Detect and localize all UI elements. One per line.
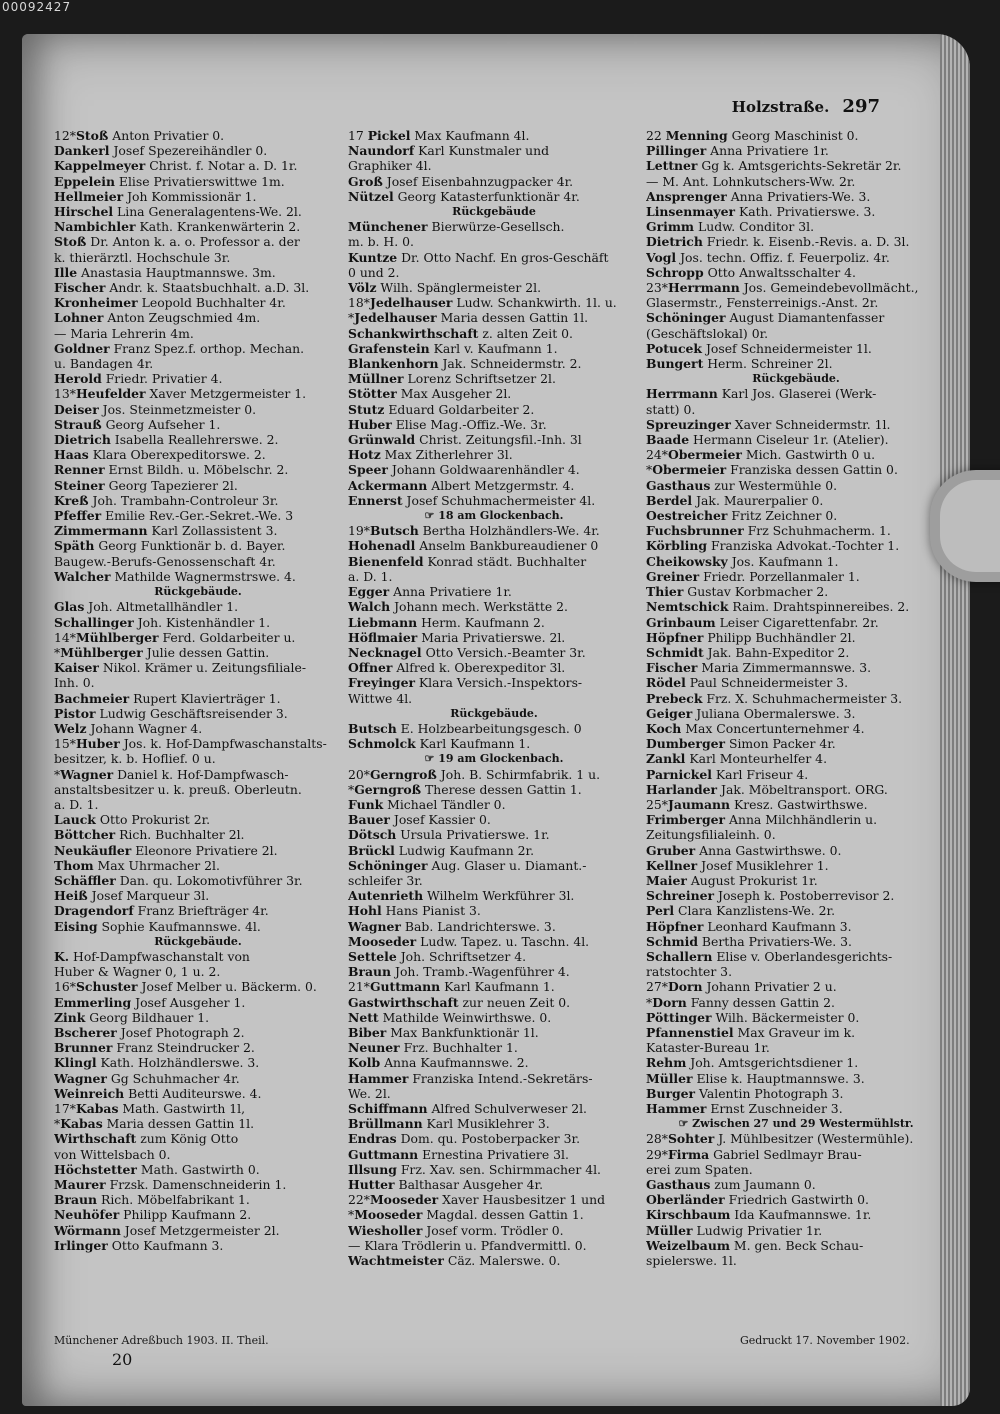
directory-entry: *Mooseder Magdal. dessen Gattin 1. [348,1207,584,1223]
directory-entry: 18*Jedelhauser Ludw. Schankwirth. 1l. u. [348,295,617,311]
directory-entry: Guttmann Ernestina Privatiere 3l. [348,1146,569,1162]
directory-entry: Hellmeier Joh Kommissionär 1. [54,188,257,204]
directory-entry: 20*Gerngroß Joh. B. Schirmfabrik. 1 u. [348,766,601,782]
directory-entry: u. Bandagen 4r. [54,356,154,372]
directory-entry: 17*Kabas Math. Gastwirth 1l, [54,1101,246,1116]
directory-entry: 12*Stoß Anton Privatier 0. [54,128,225,143]
directory-entry: Schmid Bertha Privatiers-We. 3. [646,933,853,949]
directory-entry: Neukäufler Eleonore Privatiere 2l. [54,842,278,858]
directory-entry: Baade Hermann Ciseleur 1r. (Atelier). [646,432,889,448]
footer-publication: Münchener Adreßbuch 1903. II. Theil. [54,1334,269,1347]
directory-entry: Linsenmayer Kath. Privatierswe. 3. [646,204,876,220]
directory-entry: Höflmaier Maria Privatierswe. 2l. [348,629,566,645]
directory-entry: Cheikowsky Jos. Kaufmann 1. [646,553,839,569]
directory-entry: Kronheimer Leopold Buchhalter 4r. [54,295,286,311]
directory-entry: Hotz Max Zitherlehrer 3l. [348,447,513,463]
directory-entry: Grimm Ludw. Conditor 3l. [646,219,815,235]
directory-entry: Berdel Jak. Maurerpalier 0. [646,492,824,508]
directory-entry: Herold Friedr. Privatier 4. [54,371,223,387]
directory-entry: Brüllmann Karl Musiklehrer 3. [348,1116,550,1132]
directory-entry: 22*Mooseder Xaver Hausbesitzer 1 und [348,1192,606,1208]
directory-entry: Höpfner Leonhard Kaufmann 3. [646,918,852,934]
directory-entry: 19*Butsch Bertha Holzhändlers-We. 4r. [348,523,600,539]
directory-entry: Neuner Frz. Buchhalter 1. [348,1040,518,1056]
directory-entry: Völz Wilh. Spänglermeister 2l. [348,280,542,296]
directory-entry: 14*Mühlberger Ferd. Goldarbeiter u. [54,629,296,645]
directory-entry: Thier Gustav Korbmacher 2. [646,584,829,600]
footer-print-date: Gedruckt 17. November 1902. [740,1334,910,1347]
directory-entry: Dragendorf Franz Briefträger 4r. [54,903,269,919]
directory-entry: Rödel Paul Schneidermeister 3. [646,675,849,691]
directory-entry: Schallinger Joh. Kistenhändler 1. [54,614,271,630]
directory-entry: Schöninger Aug. Glaser u. Diamant.- [348,857,587,873]
street-name-heading: Holzstraße. [731,98,830,116]
directory-entry: Glas Joh. Altmetallhändler 1. [54,599,239,615]
directory-entry: Hammer Franziska Intend.-Sekretärs- [348,1070,593,1086]
directory-entry: Maurer Frzsk. Damenschneiderin 1. [54,1177,287,1193]
directory-entry: Blankenhorn Jak. Schneidermstr. 2. [348,356,582,372]
directory-entry: Steiner Georg Tapezierer 2l. [54,477,238,493]
directory-entry: Schäffler Dan. qu. Lokomotivführer 3r. [54,872,303,888]
directory-entry: Körbling Franziska Advokat.-Tochter 1. [646,538,900,554]
directory-entry: 16*Schuster Josef Melber u. Bäckerm. 0. [54,979,317,995]
directory-entry: Kuntze Dr. Otto Nachf. En gros-Geschäft [348,249,609,265]
directory-entry: Höchstetter Math. Gastwirth 0. [54,1161,260,1177]
directory-entry: Grünwald Christ. Zeitungsfil.-Inh. 3l [348,432,582,448]
directory-entry: Zimmermann Karl Zollassistent 3. [54,523,278,539]
directory-entry: 29*Firma Gabriel Sedlmayr Brau- [646,1146,862,1162]
footer-signature-number: 20 [112,1350,133,1369]
directory-entry: Wachtmeister Cäz. Malerswe. 0. [348,1253,561,1269]
directory-entry: Gasthaus zum Jaumann 0. [646,1177,816,1193]
directory-entry: Lohner Anton Zeugschmied 4m. [54,310,261,326]
directory-entry: Neuhöfer Philipp Kaufmann 2. [54,1207,252,1223]
directory-entry: Dietrich Isabella Reallehrerswe. 2. [54,432,279,448]
directory-entry: Dietrich Friedr. k. Eisenb.-Revis. a. D. 3l. [646,234,910,250]
directory-entry: Hohenadl Anselm Bankbureaudiener 0 [348,538,599,554]
directory-entry: Schiffmann Alfred Schulverweser 2l. [348,1101,587,1116]
directory-entry: Zeitungsfilialeinh. 0. [646,827,776,843]
directory-entry: Braun Rich. Möbelfabrikant 1. [54,1192,250,1208]
directory-entry: 22 Menning Georg Maschinist 0. [646,128,859,143]
directory-entry: Hohl Hans Pianist 3. [348,903,481,919]
directory-entry: Emmerling Josef Ausgeher 1. [54,994,246,1010]
directory-entry: Eising Sophie Kaufmannswe. 4l. [54,918,261,934]
directory-entry: Irlinger Otto Kaufmann 3. [54,1237,224,1253]
directory-entry: anstaltsbesitzer u. k. preuß. Oberleutn. [54,781,302,797]
directory-entry: Hammer Ernst Zuschneider 3. [646,1101,843,1116]
directory-entry: Geiger Juliana Obermalerswe. 3. [646,705,856,721]
directory-entry: 13*Heufelder Xaver Metzgermeister 1. [54,386,307,402]
directory-entry: Dötsch Ursula Privatierswe. 1r. [348,827,550,843]
scan-id-label: 00092427 [2,0,72,14]
directory-entry: Nemtschick Raim. Drahtspinnereibes. 2. [646,599,910,615]
directory-entry: Welz Johann Wagner 4. [54,720,203,736]
directory-entry: Walch Johann mech. Werkstätte 2. [348,599,568,615]
section-heading: Rückgebäude. [752,372,840,386]
directory-entry: Ille Anastasia Hauptmannswe. 3m. [54,264,276,280]
directory-entry: Wittwe 4l. [348,690,413,706]
directory-entry: Spreuzinger Xaver Schneidermstr. 1l. [646,416,891,432]
directory-entry: Bscherer Josef Photograph 2. [54,1024,245,1040]
section-heading: Rückgebäude. [154,585,242,599]
directory-entry: Autenrieth Wilhelm Werkführer 3l. [348,888,575,904]
directory-entry: Liebmann Herm. Kaufmann 2. [348,614,545,630]
directory-entry: Fuchsbrunner Frz Schuhmacherm. 1. [646,523,891,539]
directory-entry: Brückl Ludwig Kaufmann 2r. [348,842,535,858]
directory-entry: Eppelein Elise Privatierswittwe 1m. [54,173,285,189]
directory-entry: von Wittelsbach 0. [54,1146,171,1162]
directory-entry: Baugew.-Berufs-Genossenschaft 4r. [54,553,276,569]
directory-entry: Kaiser Nikol. Krämer u. Zeitungsfiliale- [54,660,307,676]
directory-entry: Pfannenstiel Max Graveur im k. [646,1024,856,1040]
directory-entry: K. Hof-Dampfwaschanstalt von [54,948,250,964]
directory-entry: Weizelbaum M. gen. Beck Schau- [646,1237,864,1253]
directory-entry: Ennerst Josef Schuhmachermeister 4l. [348,492,596,508]
directory-entry: Nützel Georg Katasterfunktionär 4r. [348,188,580,204]
directory-entry: *Dorn Fanny dessen Gattin 2. [646,994,835,1010]
section-heading: ☞ Zwischen 27 und 29 Westermühlstr. [678,1117,914,1131]
directory-entry: Stötter Max Ausgeher 2l. [348,386,512,402]
section-heading: Rückgebäude. [154,934,242,948]
directory-entry: Nambichler Kath. Krankenwärterin 2. [54,219,301,235]
directory-entry: 0 und 2. [348,264,400,280]
directory-entry: Lettner Gg k. Amtsgerichts-Sekretär 2r. [646,158,902,174]
directory-entry: Münchener Bierwürze-Gesellsch. [348,219,565,235]
directory-entry: *Jedelhauser Maria dessen Gattin 1l. [348,310,589,326]
directory-entry: — Klara Trödlerin u. Pfandvermittl. 0. [348,1237,587,1253]
directory-entry: Parnickel Karl Friseur 4. [646,766,809,782]
directory-entry: besitzer, k. b. Hoflief. 0 u. [54,751,216,767]
directory-entry: Gastwirthschaft zur neuen Zeit 0. [348,994,571,1010]
directory-entry: Weinreich Betti Auditeurswe. 4. [54,1085,262,1101]
directory-entry: 17 Pickel Max Kaufmann 4l. [348,128,530,143]
directory-entry: Schöninger August Diamantenfasser [646,310,885,326]
directory-entry: Schmidt Jak. Bahn-Expeditor 2. [646,644,850,660]
directory-entry: Wörmann Josef Metzgermeister 2l. [54,1222,280,1238]
directory-entry: Egger Anna Privatiere 1r. [348,584,512,600]
directory-entry: Stutz Eduard Goldarbeiter 2. [348,401,535,417]
directory-entry: 27*Dorn Johann Privatier 2 u. [646,979,837,995]
directory-entry: Lauck Otto Prokurist 2r. [54,812,211,828]
directory-entry: Bienenfeld Konrad städt. Buchhalter [348,553,587,569]
directory-entry: ratstochter 3. [646,964,733,980]
directory-entry: m. b. H. 0. [348,234,414,250]
section-heading: Rückgebäude. [450,706,538,720]
directory-entry: We. 2l. [348,1085,391,1101]
directory-entry: Böttcher Rich. Buchhalter 2l. [54,827,245,843]
directory-entry: Huber Elise Mag.-Offiz.-We. 3r. [348,416,547,432]
directory-entry: a. D. 1. [54,796,99,812]
directory-entry: *Mühlberger Julie dessen Gattin. [54,644,270,660]
directory-entry: Müller Elise k. Hauptmannswe. 3. [646,1070,865,1086]
page-header [732,96,880,117]
directory-entry: Wagner Bab. Landrichterswe. 3. [348,918,556,934]
directory-entry: Fischer Andr. k. Staatsbuchhalt. a.D. 3l. [54,280,310,296]
directory-entry: Bauer Josef Kassier 0. [348,812,491,828]
directory-entry: Funk Michael Tändler 0. [348,796,506,812]
directory-entry: Potucek Josef Schneidermeister 1l. [646,340,872,356]
directory-entry: Kellner Josef Musiklehrer 1. [646,857,829,873]
directory-entry: Müllner Lorenz Schriftsetzer 2l. [348,371,556,387]
directory-entry: Wagner Gg Schuhmacher 4r. [54,1070,240,1086]
directory-entry: Kirschbaum Ida Kaufmannswe. 1r. [646,1207,872,1223]
directory-entry: Speer Johann Goldwaarenhändler 4. [348,462,580,478]
directory-entry: Zink Georg Bildhauer 1. [54,1009,210,1025]
directory-entry: Grinbaum Leiser Cigarettenfabr. 2r. [646,614,879,630]
directory-entry: Schropp Otto Anwaltsschalter 4. [646,264,856,280]
paper-clip [930,470,1000,582]
directory-entry: Nett Mathilde Weinwirthswe. 0. [348,1009,552,1025]
directory-entry: Glasermstr., Fensterreinigs.-Anst. 2r. [646,295,879,311]
directory-entry: Oberländer Friedrich Gastwirth 0. [646,1192,869,1208]
directory-entry: erei zum Spaten. [646,1161,753,1177]
column-middle [348,128,640,1268]
directory-entry: Burger Valentin Photograph 3. [646,1085,844,1101]
directory-entry: Harlander Jak. Möbeltransport. ORG. [646,781,888,797]
directory-entry: schleifer 3r. [348,872,423,888]
directory-entry: Ansprenger Anna Privatiers-We. 3. [646,188,871,204]
directory-entry: 25*Jaumann Kresz. Gastwirthswe. [646,796,868,812]
directory-entry: Brunner Franz Steindrucker 2. [54,1040,255,1056]
section-heading: Rückgebäude [452,205,536,219]
directory-entry: Zankl Karl Monteurhelfer 4. [646,751,828,767]
directory-entry: Settele Joh. Schriftsetzer 4. [348,948,527,964]
directory-entry: *Kabas Maria dessen Gattin 1l. [54,1116,255,1132]
directory-entry: Koch Max Concertunternehmer 4. [646,720,865,736]
directory-entry: Goldner Franz Spez.f. orthop. Mechan. [54,340,305,356]
directory-entry: Necknagel Otto Versich.-Beamter 3r. [348,644,586,660]
directory-entry: Stoß Dr. Anton k. a. o. Professor a. der [54,234,300,250]
directory-entry: Huber & Wagner 0, 1 u. 2. [54,964,221,980]
directory-entry: Strauß Georg Aufseher 1. [54,416,221,432]
directory-entry: 24*Obermeier Mich. Gastwirth 0 u. [646,447,876,463]
directory-entry: Inh. 0. [54,675,95,691]
directory-entry: Walcher Mathilde Wagnermstrswe. 4. [54,568,296,584]
directory-entry: — Maria Lehrerin 4m. [54,325,194,341]
directory-entry: Bungert Herm. Schreiner 2l. [646,356,833,372]
directory-entry: Heiß Josef Marqueur 3l. [54,888,210,904]
directory-entry: Höpfner Philipp Buchhändler 2l. [646,629,856,645]
directory-entry: Deiser Jos. Steinmetzmeister 0. [54,401,257,417]
directory-entry: Hirschel Lina Generalagentens-We. 2l. [54,204,302,220]
directory-entry: Pöttinger Wilh. Bäckermeister 0. [646,1009,860,1025]
column-right [646,128,946,1268]
directory-entry: Maier August Prokurist 1r. [646,872,818,888]
directory-entry: Schankwirthschaft z. alten Zeit 0. [348,325,573,341]
directory-entry: Greiner Friedr. Porzellanmaler 1. [646,568,860,584]
directory-entry: a. D. 1. [348,568,393,584]
directory-entry: Thom Max Uhrmacher 2l. [54,857,220,873]
directory-entry: Pfeffer Emilie Rev.-Ger.-Sekret.-We. 3 [54,508,294,524]
directory-entry: Gasthaus zur Westermühle 0. [646,477,838,493]
directory-entry: Gruber Anna Gastwirthswe. 0. [646,842,842,858]
directory-entry: Groß Josef Eisenbahnzugpacker 4r. [348,173,574,189]
directory-entry: Prebeck Frz. X. Schuhmachermeister 3. [646,690,903,706]
column-left [54,128,342,1253]
directory-entry: Renner Ernst Bildh. u. Möbelschr. 2. [54,462,289,478]
directory-entry: Späth Georg Funktionär b. d. Bayer. [54,538,286,554]
directory-entry: Illsung Frz. Xav. sen. Schirmmacher 4l. [348,1161,601,1177]
directory-entry: (Geschäftslokal) 0r. [646,325,769,341]
directory-entry: Grafenstein Karl v. Kaufmann 1. [348,340,558,356]
directory-entry: Biber Max Bankfunktionär 1l. [348,1024,539,1040]
directory-entry: *Obermeier Franziska dessen Gattin 0. [646,462,898,478]
directory-entry: statt) 0. [646,401,696,417]
directory-entry: Mooseder Ludw. Tapez. u. Taschn. 4l. [348,933,590,949]
directory-entry: Müller Ludwig Privatier 1r. [646,1222,823,1238]
directory-entry: spielerswe. 1l. [646,1253,737,1269]
directory-entry: *Wagner Daniel k. Hof-Dampfwasch- [54,766,289,782]
directory-entry: Haas Klara Oberexpeditorswe. 2. [54,447,266,463]
directory-entry: Dankerl Josef Spezereihändler 0. [54,143,268,159]
directory-entry: Freyinger Klara Versich.-Inspektors- [348,675,583,691]
directory-entry: Frimberger Anna Milchhändlerin u. [646,812,878,828]
directory-entry: Schmolck Karl Kaufmann 1. [348,736,531,752]
page-number: 297 [842,96,880,117]
directory-entry: Offner Alfred k. Oberexpeditor 3l. [348,660,566,676]
directory-entry: Fischer Maria Zimmermannswe. 3. [646,660,872,676]
directory-entry: Kolb Anna Kaufmannswe. 2. [348,1055,529,1071]
section-heading: ☞ 18 am Glockenbach. [424,509,564,523]
directory-entry: Endras Dom. qu. Postoberpacker 3r. [348,1131,581,1147]
directory-entry: Bachmeier Rupert Klavierträger 1. [54,690,281,706]
directory-entry: Herrmann Karl Jos. Glaserei (Werk- [646,386,877,402]
directory-entry: 15*Huber Jos. k. Hof-Dampfwaschanstalts- [54,736,327,752]
directory-entry: Butsch E. Holzbearbeitungsgesch. 0 [348,720,582,736]
directory-entry: Ackermann Albert Metzgermstr. 4. [348,477,575,493]
directory-entry: Kappelmeyer Christ. f. Notar a. D. 1r. [54,158,298,174]
directory-entry: Hutter Balthasar Ausgeher 4r. [348,1177,544,1193]
directory-entry: Wirthschaft zum König Otto [54,1131,239,1147]
directory-entry: Perl Clara Kanzlistens-We. 2r. [646,903,836,919]
directory-entry: 23*Herrmann Jos. Gemeindebevollmächt., [646,280,919,296]
section-heading: ☞ 19 am Glockenbach. [424,752,564,766]
directory-entry: Schreiner Joseph k. Postoberrevisor 2. [646,888,895,904]
directory-entry: Pillinger Anna Privatiere 1r. [646,143,829,159]
directory-entry: Graphiker 4l. [348,158,432,174]
directory-entry: *Gerngroß Therese dessen Gattin 1. [348,781,582,797]
directory-entry: Schallern Elise v. Oberlandesgerichts- [646,948,893,964]
directory-entry: k. thierärztl. Hochschule 3r. [54,249,231,265]
directory-entry: Braun Joh. Tramb.-Wagenführer 4. [348,964,570,980]
directory-entry: Kataster-Bureau 1r. [646,1040,770,1056]
directory-entry: Vogl Jos. techn. Offiz. f. Feuerpoliz. 4r. [646,249,890,265]
directory-entry: Klingl Kath. Holzhändlerswe. 3. [54,1055,260,1071]
directory-entry: Dumberger Simon Packer 4r. [646,736,836,752]
directory-entry: Pistor Ludwig Geschäftsreisender 3. [54,705,288,721]
directory-entry: Kreß Joh. Trambahn-Controleur 3r. [54,492,279,508]
directory-entry: 21*Guttmann Karl Kaufmann 1. [348,979,555,995]
directory-entry: Oestreicher Fritz Zeichner 0. [646,508,838,524]
directory-entry: — M. Ant. Lohnkutschers-Ww. 2r. [646,173,856,189]
directory-entry: Rehm Joh. Amtsgerichtsdiener 1. [646,1055,859,1071]
directory-entry: 28*Sohter J. Mühlbesitzer (Westermühle). [646,1131,914,1147]
directory-entry: Naundorf Karl Kunstmaler und [348,143,550,159]
directory-entry: Wiesholler Josef vorm. Trödler 0. [348,1222,564,1238]
